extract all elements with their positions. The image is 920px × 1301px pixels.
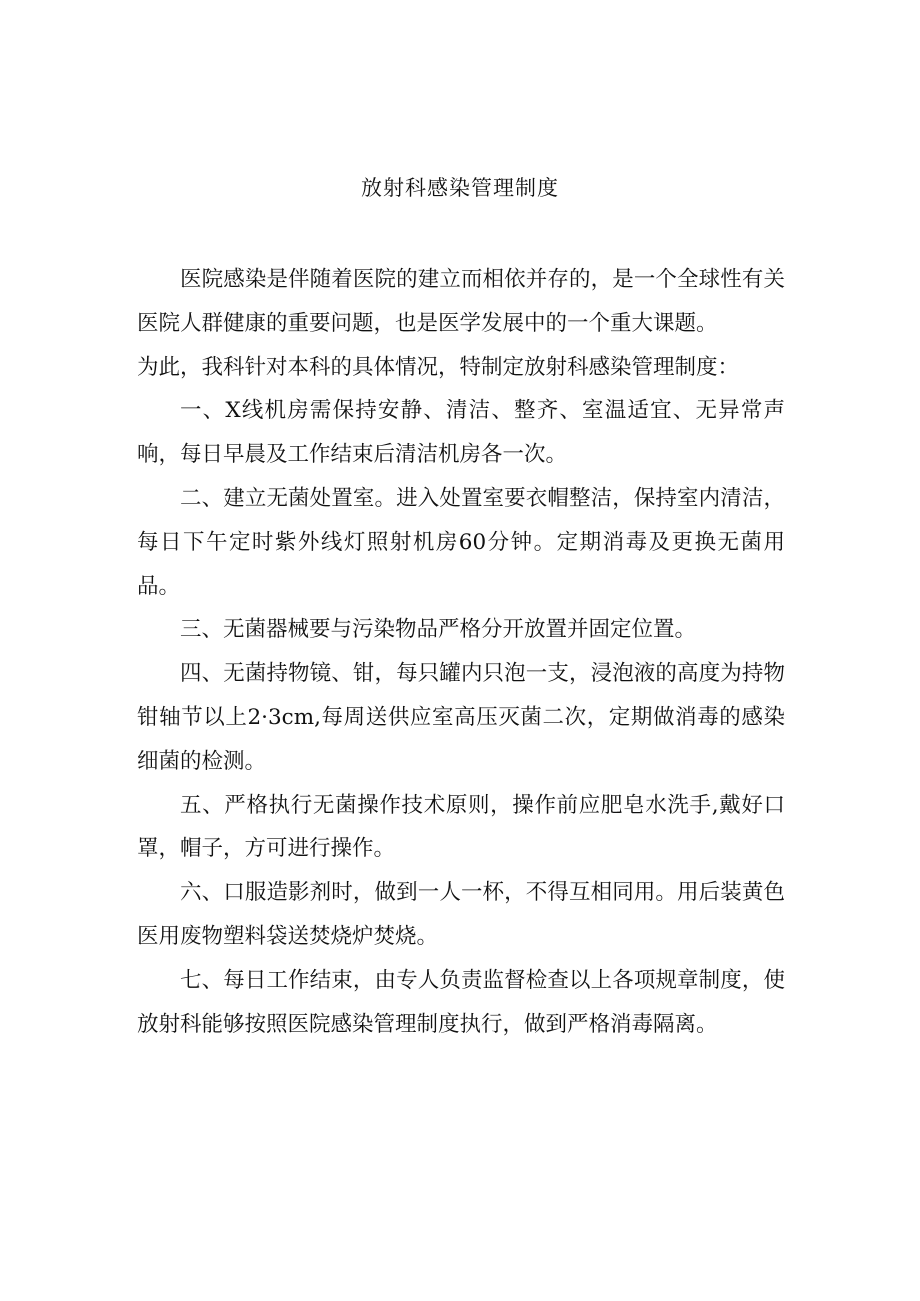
paragraph-rule-5: 五、严格执行无菌操作技术原则，操作前应肥皂水洗手,戴好口罩，帽子，方可进行操作。 [137, 792, 785, 862]
paragraph-rule-3: 三、无菌器械要与污染物品严格分开放置并固定位置。 [180, 617, 697, 643]
paragraph-rule-2: 二、建立无菌处置室。进入处置室要衣帽整洁，保持室内清洁，每日下午定时紫外线灯照射机房60分钟。定期消毒及更换无菌用品。 [137, 485, 785, 599]
paragraph-rule-4: 四、无菌持物镜、钳，每只罐内只泡一支，浸泡液的高度为持物钳轴节以上2·3cm,每周送供应室高压灭菌二次，定期做消毒的感染细菌的检测。 [137, 661, 785, 774]
paragraph-rule-6: 六、口服造影剂时，做到一人一杯，不得互相同用。用后装黄色医用废物塑料袋送焚烧炉焚烧。 [137, 880, 785, 949]
document-body [137, 258, 785, 1046]
paragraph-intro: 医院感染是伴随着医院的建立而相依并存的，是一个全球性有关医院人群健康的重要问题，也是医学发展中的一个重大课题。 [137, 267, 785, 336]
paragraph-rule-7: 七、每日工作结束，由专人负责监督检查以上各项规章制度，使放射科能够按照医院感染管理制度执行，做到严格消毒隔离。 [137, 967, 785, 1037]
paragraph-purpose: 为此，我科针对本科的具体情况，特制定放射科感染管理制度： [137, 354, 740, 380]
document-title: 放射科感染管理制度 [361, 176, 559, 200]
paragraph-rule-1: 一、X线机房需保持安静、清洁、整齐、室温适宜、无异常声响，每日早晨及工作结束后清洁机房各一次。 [137, 398, 785, 468]
